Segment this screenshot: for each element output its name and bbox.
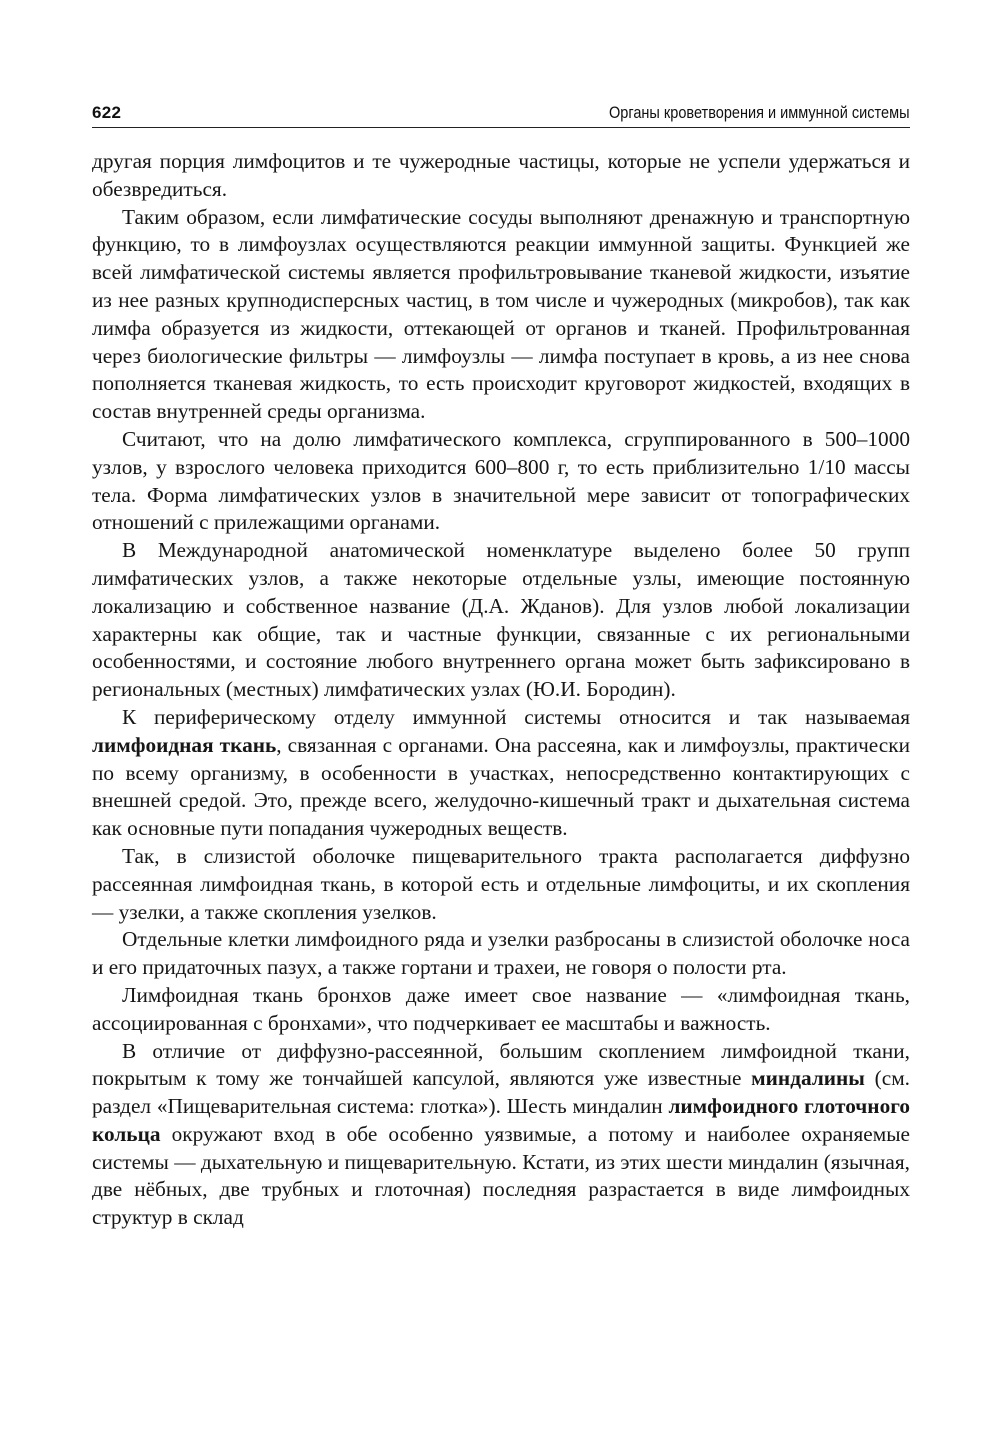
paragraph: Лимфоидная ткань бронхов даже имеет свое название — «лимфоидная ткань, ассоциированная с бронхами», что подчеркивает ее масштабы и важность.	[92, 982, 910, 1035]
paragraph: В Международной анатомической номенклатуре выделено более 50 групп лимфатических узлов, а также некоторые отдельные узлы, имеющие постоянную локализацию и собственное название (Д.А. Жданов). Для узлов любой локализации характерны как общие, так и частные функции, связанные с их региональными особенностями, и состояние любого внутреннего органа может быть зафиксировано в региональных (местных) лимфатических узлах (Ю.И. Бородин).	[92, 538, 910, 702]
paragraph-continued: другая порция лимфоцитов и те чужеродные частицы, которые не успели удержаться и обезвредиться.	[92, 149, 910, 201]
text-run: К периферическому отделу иммунной системы относится и так называемая	[122, 704, 910, 729]
body-text	[92, 148, 910, 1232]
text-run: В отличие от диффузно-рассеянной, большим скоплением лимфоидной ткани, покрытым к тому же тончайшей капсулой, являются уже известные	[92, 1038, 910, 1091]
term-lymphoid-pharyngeal-ring: лимфоидного глоточного кольца	[92, 1094, 911, 1146]
paragraph: Отдельные клетки лимфоидного ряда и узелки разбросаны в слизистой оболочке носа и его придаточных пазух, а также гортани и трахеи, не говоря о полости рта.	[92, 927, 910, 980]
term-lymphoid-tissue: лимфоидная ткань	[92, 732, 277, 757]
paragraph	[92, 1038, 910, 1233]
text-run: окружают вход в обе особенно уязвимые, а потому и наиболее охраняемые системы — дыхательную и пищеварительную. Кстати, из этих шести миндалин (язычная, две нёбных, две трубных и глоточная) последняя разрастается в виде лимфоидных структур в склад	[92, 1121, 910, 1230]
term-tonsils: миндалины	[751, 1066, 865, 1091]
paragraph: Считают, что на долю лимфатического комплекса, сгруппированного в 500–1000 узлов, у взрослого человека приходится 600–800 г, то есть приблизительно 1/10 массы тела. Форма лимфатических узлов в значительной мере зависит от топографических отношений с прилежащими органами.	[92, 426, 910, 535]
page-number: 622	[92, 103, 122, 122]
text-run: , связанная с органами. Она рассеяна, как и лимфоузлы, практически по всему организму, в особенности в участках, непосредственно контактирующих с внешней средой. Это, прежде всего, желудочно-кишечный тракт и дыхательная система как основные пути попадания чужеродных веществ.	[92, 732, 910, 841]
paragraph	[92, 704, 910, 843]
paragraph: Так, в слизистой оболочке пищеварительного тракта располагается диффузно рассеянная лимфоидная ткань, в которой есть и отдельные лимфоциты, и их скопления — узелки, а также скопления узелков.	[92, 843, 910, 924]
section-title: Органы кроветворения и иммунной системы	[609, 104, 910, 122]
paragraph: Таким образом, если лимфатические сосуды выполняют дренажную и транспортную функцию, то в лимфоузлах осуществляются реакции иммунной защиты. Функцией же всей лимфатической системы является профильтровывание тканевой жидкости, изъятие из нее разных крупнодисперсных частиц, в том числе и чужеродных (микробов), так как лимфа образуется из жидкости, оттекающей от органов и тканей. Профильтрованная через биологические фильтры — лимфоузлы — лимфа поступает в кровь, а из нее снова пополняется тканевая жидкость, то есть происходит круговорот жидкостей, входящих в состав внутренней среды организма.	[92, 204, 910, 424]
text-run: (см. раздел «Пищеварительная система: глотка»). Шесть миндалин	[92, 1066, 910, 1119]
running-head	[92, 96, 910, 128]
book-page	[92, 96, 910, 1232]
